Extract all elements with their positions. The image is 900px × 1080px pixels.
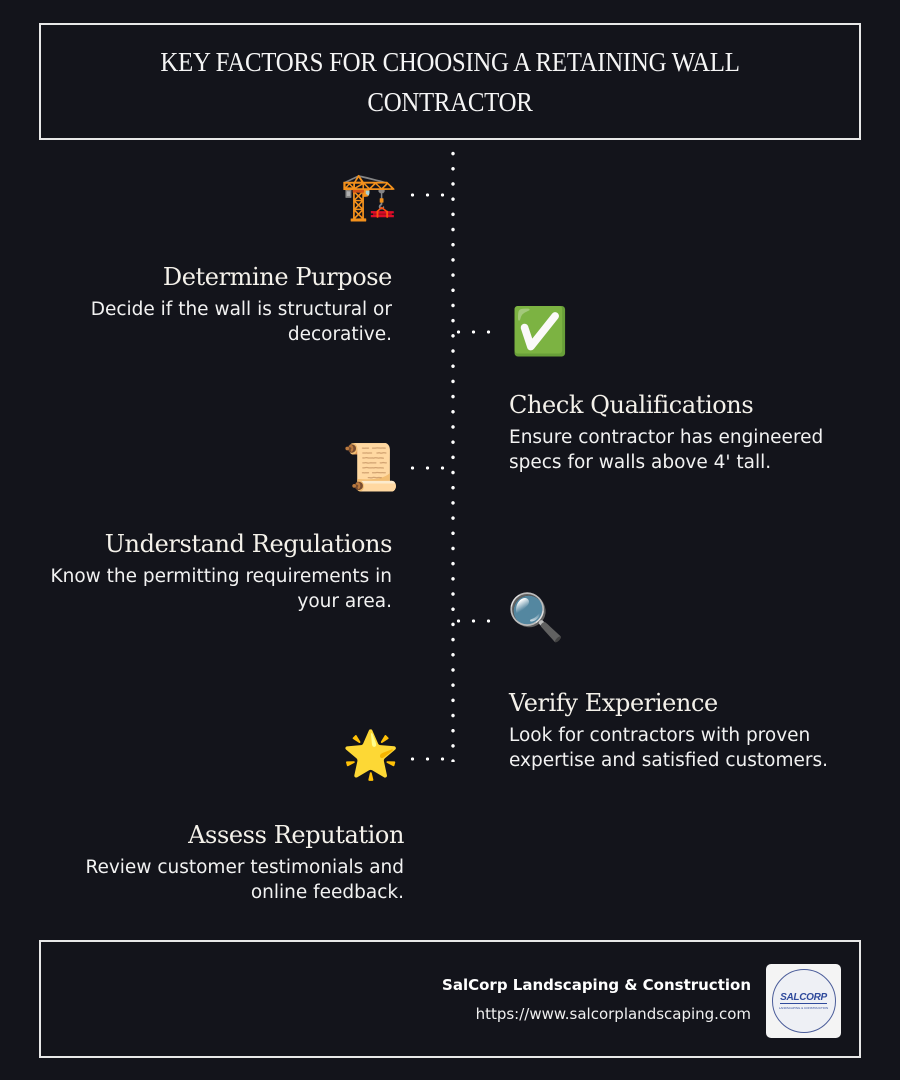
construction-crane-icon: 🏗️ bbox=[340, 169, 398, 223]
timeline-dotted-line bbox=[451, 146, 455, 762]
step-description: Ensure contractor has engineered specs for walls above 4' tall. bbox=[509, 427, 824, 473]
logo-emblem bbox=[772, 969, 836, 1033]
step-determine-purpose bbox=[32, 261, 392, 347]
step-title: Check Qualifications bbox=[509, 391, 754, 419]
scroll-icon: 📜 bbox=[342, 440, 400, 494]
connector-step-2 bbox=[451, 330, 501, 334]
company-url-link[interactable]: https://www.salcorplandscaping.com bbox=[475, 1005, 751, 1023]
step-understand-regulations bbox=[32, 528, 392, 614]
title-banner bbox=[39, 23, 861, 140]
step-check-qualifications bbox=[509, 389, 854, 475]
step-description: Look for contractors with proven expertise and satisfied customers. bbox=[509, 725, 829, 771]
step-assess-reputation bbox=[34, 819, 404, 905]
step-description: Decide if the wall is structural or decorative. bbox=[90, 299, 392, 345]
logo-wordmark: SALCORP bbox=[780, 991, 827, 1003]
connector-step-3 bbox=[405, 466, 455, 470]
step-description: Know the permitting requirements in your area. bbox=[50, 566, 392, 612]
company-logo bbox=[766, 964, 841, 1038]
company-name: SalCorp Landscaping & Construction bbox=[442, 976, 751, 994]
page-title: KEY FACTORS FOR CHOOSING A RETAINING WALL CONTRACTOR bbox=[160, 46, 740, 117]
connector-step-5 bbox=[405, 757, 455, 761]
step-title: Determine Purpose bbox=[162, 263, 392, 291]
magnifying-glass-icon: 🔍 bbox=[507, 590, 565, 644]
step-verify-experience bbox=[509, 687, 859, 773]
check-mark-button-icon: ✅ bbox=[511, 304, 569, 358]
step-title: Assess Reputation bbox=[188, 821, 404, 849]
step-title: Understand Regulations bbox=[104, 530, 392, 558]
glowing-star-icon: 🌟 bbox=[342, 727, 400, 781]
connector-step-1 bbox=[405, 193, 455, 197]
footer-banner bbox=[39, 940, 861, 1058]
step-title: Verify Experience bbox=[509, 689, 718, 717]
logo-subtext: LANDSCAPING & CONSTRUCTION bbox=[778, 1005, 829, 1010]
step-description: Review customer testimonials and online feedback. bbox=[85, 857, 404, 903]
connector-step-4 bbox=[451, 619, 501, 623]
